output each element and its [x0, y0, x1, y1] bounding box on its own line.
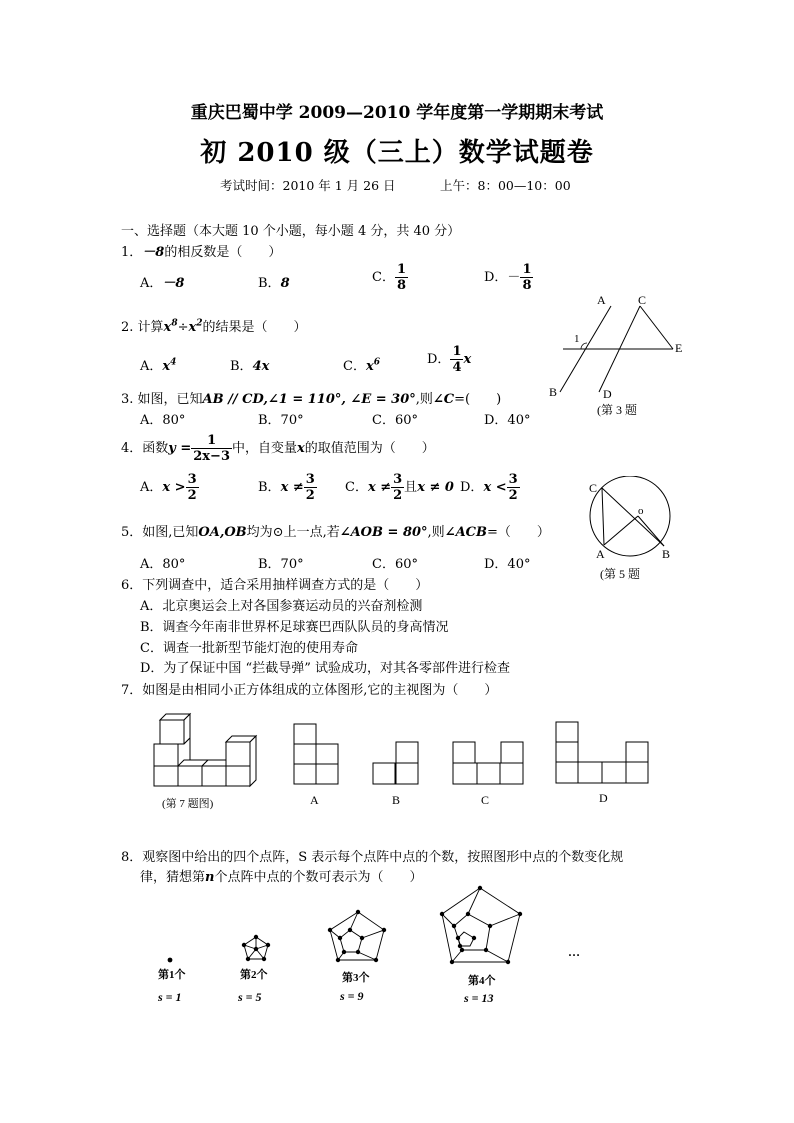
q2-option-b: B．4x	[230, 359, 270, 374]
q7-label-d: D	[599, 791, 608, 805]
q8-figures	[140, 880, 610, 1010]
q5-caption: (第 5 题	[600, 567, 640, 581]
q1-option-a	[140, 272, 184, 291]
q6-option-c: C．调查一批新型节能灯泡的使用寿命	[140, 641, 358, 656]
q7-option-a-figure	[294, 724, 338, 784]
label-e: E	[675, 341, 683, 355]
section-heading: 一、选择题（本大题 10 个小题，每小题 4 分，共 40 分）	[121, 224, 461, 239]
q1-suffix: 的相反数是（ ）	[164, 245, 282, 260]
dot-label-4: 第4个	[468, 975, 496, 987]
q7-caption: (第 7 题图)	[162, 798, 214, 810]
q2-base-a: x	[163, 320, 172, 335]
q6-option-d: D．为了保证中国 “拦截导弹” 试验成功，对其各零部件进行检查	[140, 661, 510, 676]
q5-option-c: C．60°	[372, 557, 418, 572]
q7-label-a: A	[310, 793, 319, 807]
label-b: B	[549, 385, 558, 399]
q8-stem-line2: 律，猜想第n个点阵中点的个数可表示为（ ）	[140, 870, 423, 885]
q3-stem: 3. 如图，已知AB // CD,∠1 = 110°, ∠E = 30°,则∠C=( )	[121, 392, 502, 407]
dot-label-3: 第3个	[342, 972, 370, 984]
dot-array-2	[242, 935, 270, 961]
q2-stem	[121, 316, 307, 335]
q1-number: 1．	[121, 245, 143, 260]
q3-option-b: B．70°	[258, 413, 304, 428]
q5-option-a: A．80°	[140, 557, 186, 572]
q7-solid	[154, 714, 256, 786]
dot-array-3	[328, 910, 386, 962]
label-c: C	[589, 481, 598, 495]
q6-stem: 6．下列调查中，适合采用抽样调查方式的是（ ）	[121, 578, 429, 593]
q2-prefix: 2. 计算	[121, 320, 164, 335]
label-a: A	[597, 293, 606, 307]
q1-c-fraction: $\frac{1}{8}$	[396, 262, 406, 293]
q1-stem	[121, 241, 281, 260]
label-a: A	[596, 547, 605, 561]
q3-figure	[545, 290, 695, 425]
q5-option-d: D．40°	[484, 557, 531, 572]
q3-caption: (第 3 题	[597, 403, 637, 417]
q7-stem: 7．如图是由相同小正方体组成的立体图形,它的主视图为（ ）	[121, 683, 498, 698]
q7-option-d-figure	[556, 722, 648, 783]
q4-option-c: C．x ≠ $\frac{3}{2}$ 且x ≠ 0	[345, 472, 454, 503]
q5-option-b: B．70°	[258, 557, 304, 572]
q3-option-d: D．40°	[484, 413, 531, 428]
q5-stem: 5．如图,已知OA,OB均为⊙上一点,若∠AOB = 80°,则∠ACB=（ ）	[121, 525, 550, 540]
q6-option-a: A．北京奥运会上对各国参赛运动员的兴奋剂检测	[140, 599, 423, 614]
q1-b-label: B．	[258, 276, 281, 291]
exam-subtitle: 初 2010 级（三上）数学试题卷	[200, 138, 594, 168]
q7-option-c-figure	[453, 742, 523, 784]
q4-stem: 4．函数y = $\frac{1}{2x-3}$ 中，自变量x的取值范围为（ ）	[121, 433, 435, 464]
dot-array-4	[440, 886, 522, 964]
q2-exp-b: 2	[196, 318, 203, 329]
dot-s-1: s = 1	[158, 990, 182, 1004]
q3-math: AB // CD,∠1 = 110°, ∠E = 30°	[202, 392, 416, 407]
q6-option-b: B．调查今年南非世界杯足球赛巴西队队员的身高情况	[140, 620, 449, 635]
q7-label-b: B	[392, 793, 401, 807]
q2-option-a: A．$x^4$	[140, 357, 177, 374]
q1-math: －8	[142, 245, 165, 260]
q1-d-fraction: $\frac{1}{8}$	[522, 262, 532, 293]
q1-a-label: A．	[140, 276, 163, 291]
q5-figure	[582, 476, 687, 586]
q7-option-b-figure	[373, 742, 418, 784]
q2-suffix: 的结果是（ ）	[202, 320, 307, 335]
exam-title: 重庆巴蜀中学 2009—2010 学年度第一学期期末考试	[190, 103, 604, 123]
dot-s-4: s = 13	[464, 991, 494, 1005]
dot-array-1	[168, 958, 173, 963]
q2-option-c: C．$x^6$	[343, 357, 380, 374]
q4-option-d: D．x < $\frac{3}{2}$	[460, 472, 518, 503]
dot-label-1: 第1个	[158, 969, 186, 981]
q1-option-d	[484, 262, 533, 293]
q1-a-value: －8	[162, 276, 185, 291]
q4-option-b: B．x ≠ $\frac{3}{2}$	[258, 472, 315, 503]
q7-figures	[140, 710, 670, 815]
q1-c-label: C．	[372, 270, 395, 285]
exam-session: 上午：8：00—10：00	[440, 178, 571, 193]
q4-fraction: $\frac{1}{2x-3}$	[193, 433, 230, 464]
q3-option-c: C．60°	[372, 413, 418, 428]
ellipsis: …	[568, 945, 580, 959]
q2-exp-a: 8	[171, 318, 178, 329]
dot-s-2: s = 5	[238, 990, 262, 1004]
q1-option-b	[258, 272, 290, 291]
q1-d-label: D．－	[484, 270, 521, 285]
dot-label-2: 第2个	[240, 969, 268, 981]
q7-label-c: C	[481, 793, 490, 807]
q1-option-c	[372, 262, 408, 293]
q4-option-a: A．x > $\frac{3}{2}$	[140, 472, 197, 503]
q2-d-fraction: $\frac{1}{4}$	[452, 344, 462, 375]
label-b: B	[662, 547, 671, 561]
label-1: 1	[574, 333, 580, 345]
label-d: D	[603, 387, 612, 401]
q1-b-value: 8	[280, 276, 290, 291]
q2-div: ÷	[177, 320, 189, 335]
q2-base-b: x	[188, 320, 197, 335]
line-ce	[640, 306, 673, 349]
dot-s-3: s = 9	[340, 989, 364, 1003]
q2-option-d: D． $\frac{1}{4}$ x	[427, 344, 472, 375]
q8-stem-line1: 8．观察图中给出的四个点阵，S 表示每个点阵中点的个数，按照图形中点的个数变化规	[121, 850, 624, 865]
label-o: o	[638, 505, 644, 517]
q3-option-a: A．80°	[140, 413, 186, 428]
label-c: C	[638, 293, 647, 307]
exam-time: 考试时间：2010 年 1 月 26 日	[220, 178, 396, 193]
